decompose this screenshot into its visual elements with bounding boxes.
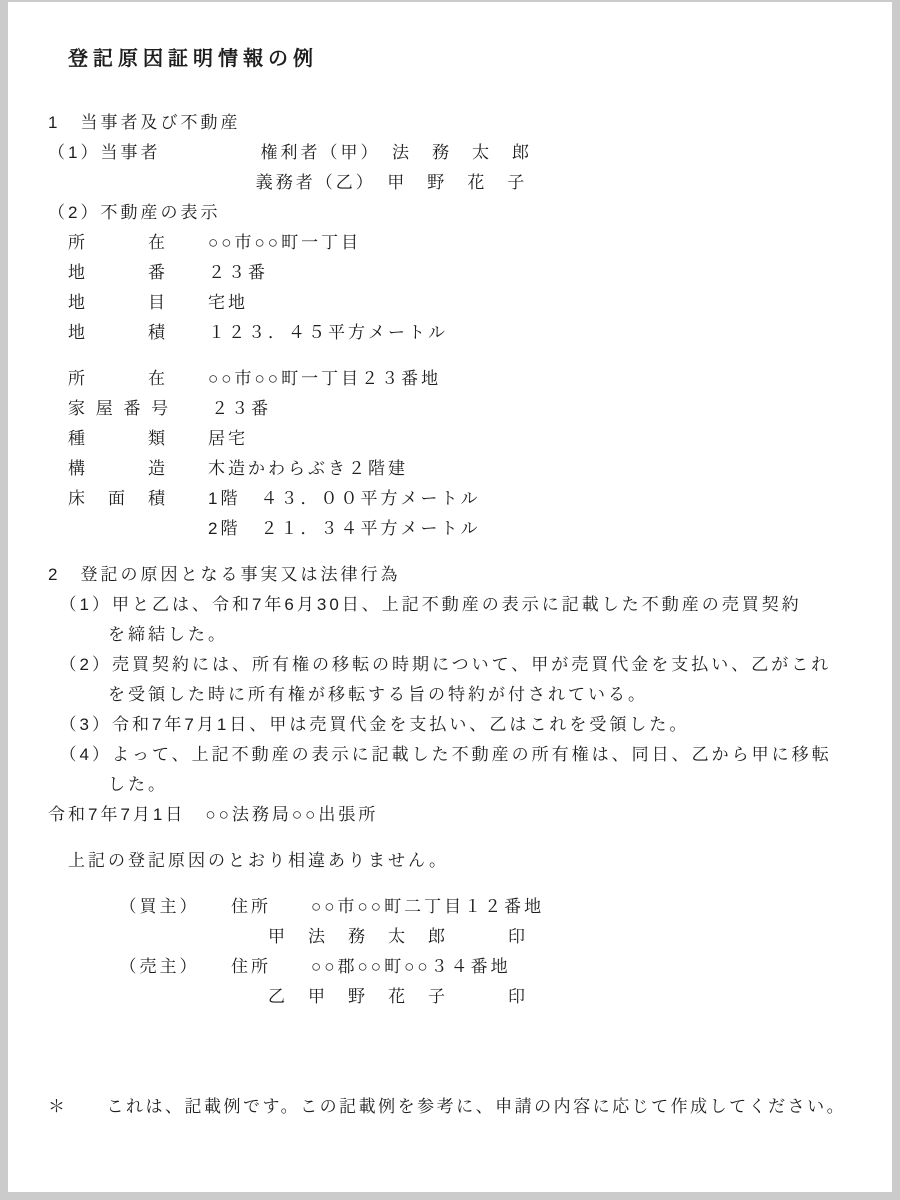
document-line: 種 類 居宅: [48, 429, 248, 448]
document-line: 2階 ２１．３４平方メートル: [48, 519, 481, 538]
document-line: 構 造 木造かわらぶき２階建: [48, 459, 408, 478]
document-line: （2）売買契約には、所有権の移転の時期について、甲が売買代金を支払い、乙がこれ: [48, 655, 832, 674]
document-line: 所 在 ○○市○○町一丁目２３番地: [48, 369, 442, 388]
document-line: （売主） 住所 ○○郡○○町○○３４番地: [48, 957, 511, 976]
page-title: 登記原因証明情報の例: [68, 48, 318, 70]
blank-line: [48, 830, 892, 846]
document-line: 家 屋 番 号 ２３番: [48, 399, 272, 418]
document-line: を受領した時に所有権が移転する旨の特約が付されている。: [48, 685, 648, 704]
document-line: （3）令和7年7月1日、甲は売買代金を支払い、乙はこれを受領した。: [48, 715, 690, 734]
document-line: 所 在 ○○市○○町一丁目: [48, 233, 362, 252]
document-page: [8, 2, 892, 1192]
document-line: （2）不動産の表示: [48, 203, 221, 222]
blank-line: [48, 876, 892, 892]
footnote: ＊ これは、記載例です。この記載例を参考に、申請の内容に応じて作成してください。: [48, 1097, 847, 1116]
document-line: （買主） 住所 ○○市○○町二丁目１２番地: [48, 897, 545, 916]
document-line: 2 登記の原因となる事実又は法律行為: [48, 565, 401, 584]
document-line: 上記の登記原因のとおり相違ありません。: [48, 851, 450, 870]
document-line: （1）甲と乙は、令和7年6月30日、上記不動産の表示に記載した不動産の売買契約: [48, 595, 802, 614]
document-line: 義務者（乙） 甲 野 花 子: [48, 173, 528, 192]
document-line: 令和7年7月1日 ○○法務局○○出張所: [48, 805, 379, 824]
document-line: 地 番 ２３番: [48, 263, 268, 282]
document-line: （1）当事者 権利者（甲） 法 務 太 郎: [48, 143, 532, 162]
document-line: した。: [48, 775, 168, 794]
document-line: 地 目 宅地: [48, 293, 248, 312]
document-line: 乙 甲 野 花 子 印: [48, 987, 528, 1006]
blank-line: [48, 544, 892, 560]
document-line: （4）よって、上記不動産の表示に記載した不動産の所有権は、同日、乙から甲に移転: [48, 745, 832, 764]
document-lines: [8, 74, 892, 1012]
document-line: 床 面 積 1階 ４３．００平方メートル: [48, 489, 481, 508]
document-line: 1 当事者及び不動産: [48, 113, 241, 132]
document-line: を締結した。: [48, 625, 228, 644]
document-line: 甲 法 務 太 郎 印: [48, 927, 528, 946]
blank-line: [48, 348, 892, 364]
document-line: 地 積 １２３．４５平方メートル: [48, 323, 448, 342]
